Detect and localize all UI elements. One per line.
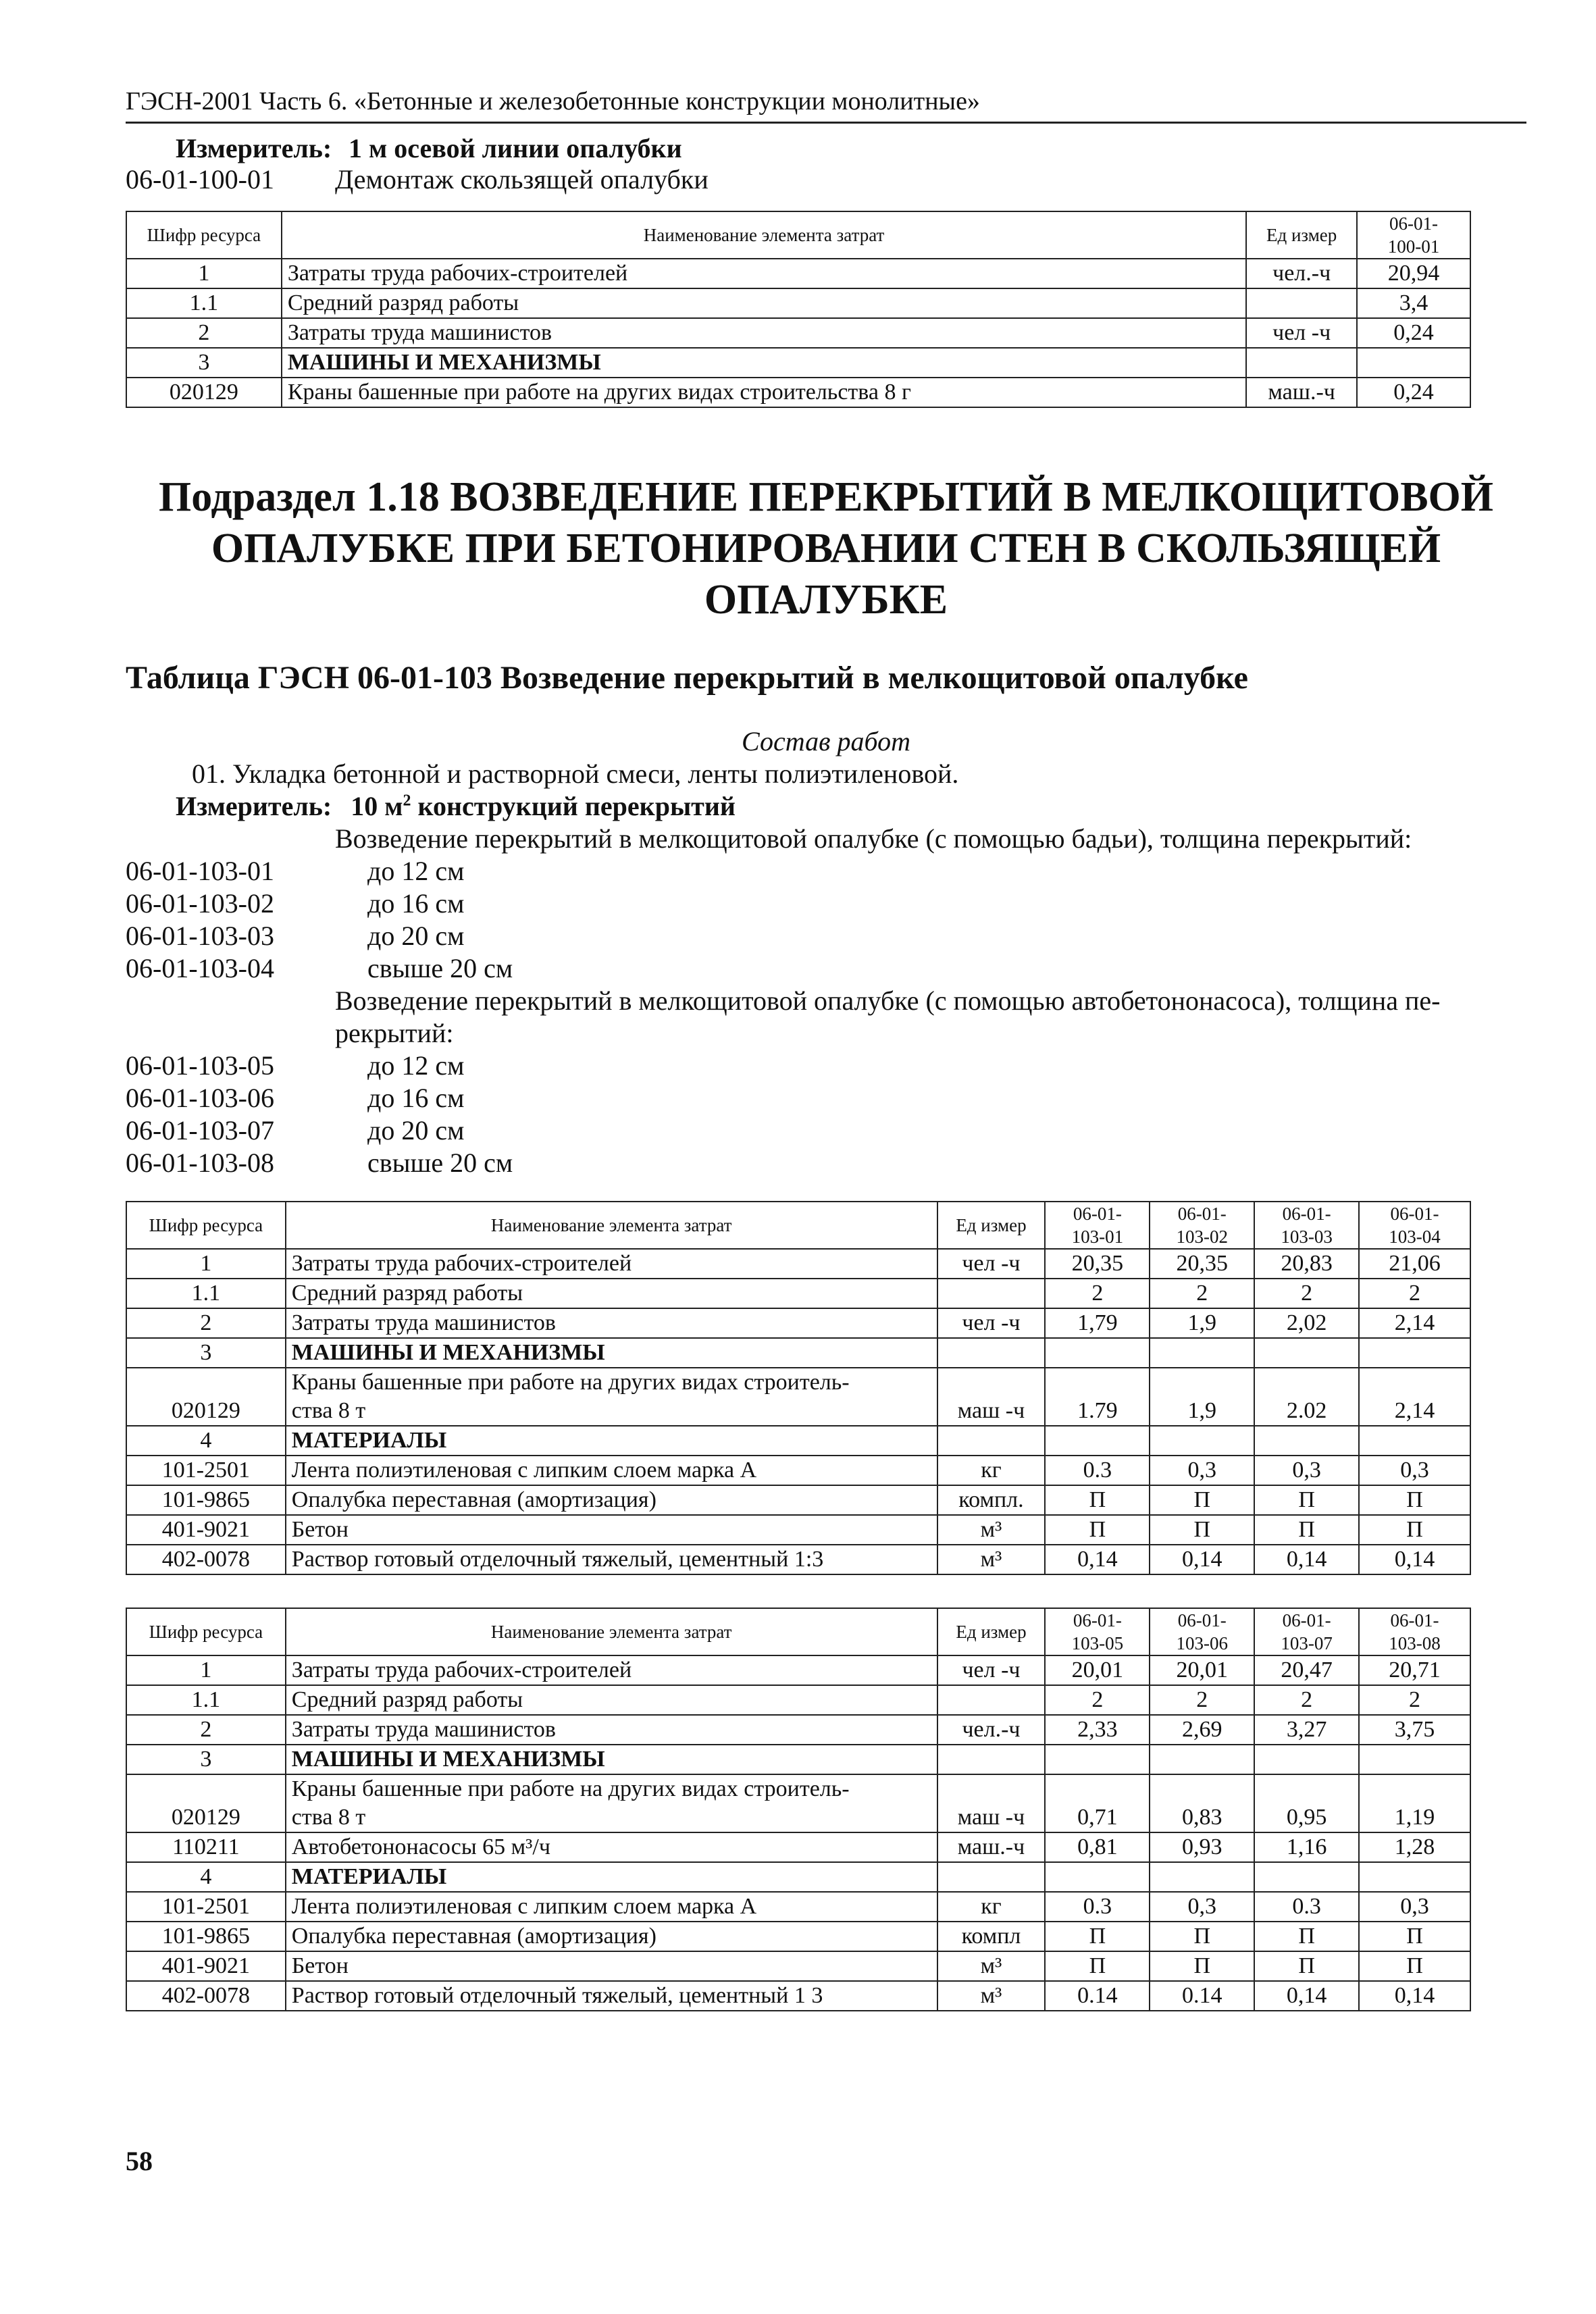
norm-value xyxy=(1045,1426,1150,1456)
resource-code: 1.1 xyxy=(126,288,282,318)
resource-unit: компл xyxy=(937,1922,1046,1951)
resource-name: МАШИНЫ И МЕХАНИЗМЫ xyxy=(282,348,1246,378)
work-variant-thickness: до 20 см xyxy=(367,1115,465,1146)
norm-value: 2.02 xyxy=(1254,1368,1359,1426)
norm-value xyxy=(1254,1426,1359,1456)
work-caption: Состав работ xyxy=(742,726,910,756)
norm-value: П xyxy=(1150,1515,1254,1545)
resource-code: 110211 xyxy=(126,1832,286,1862)
resource-name: Краны башенные при работе на других видах строитель- ства 8 т xyxy=(286,1368,937,1426)
table-row xyxy=(126,378,1470,407)
resource-code: 101-9865 xyxy=(126,1922,286,1951)
norm-value: 20,01 xyxy=(1045,1655,1150,1685)
resource-name: Бетон xyxy=(286,1515,937,1545)
norm-value: 0,3 xyxy=(1150,1892,1254,1922)
work-item: 01. Укладка бетонной и растворной смеси, ленты полиэтиленовой. xyxy=(192,759,959,789)
norm-value: 2 xyxy=(1150,1279,1254,1308)
column-header: 06-01- 103-04 xyxy=(1359,1202,1470,1249)
resource-name: Затраты труда рабочих-строителей xyxy=(286,1249,937,1279)
resource-unit: чел -ч xyxy=(937,1249,1046,1279)
resource-name: Бетон xyxy=(286,1951,937,1981)
work-variant-code: 06-01-103-08 xyxy=(126,1148,274,1178)
norm-value: 0.14 xyxy=(1150,1981,1254,2011)
resource-unit: чел -ч xyxy=(1246,318,1357,348)
norm-value: 2,69 xyxy=(1150,1715,1254,1745)
table-row xyxy=(126,1456,1470,1485)
resource-unit: маш -ч xyxy=(937,1368,1046,1426)
norm-value: 1.79 xyxy=(1045,1368,1150,1426)
norm-value: 0,24 xyxy=(1357,318,1470,348)
resource-unit: чел -ч xyxy=(937,1308,1046,1338)
column-header: 06-01- 103-01 xyxy=(1045,1202,1150,1249)
resource-name: Раствор готовый отделочный тяжелый, цементный 1 3 xyxy=(286,1981,937,2011)
norm-value xyxy=(1359,1338,1470,1368)
norm-value: П xyxy=(1254,1515,1359,1545)
norm-value: 2 xyxy=(1150,1685,1254,1715)
norm-value: П xyxy=(1045,1485,1150,1515)
norm-value: 2 xyxy=(1254,1279,1359,1308)
resource-code: 101-9865 xyxy=(126,1485,286,1515)
norm-value: 0,83 xyxy=(1150,1774,1254,1832)
resource-table-103-b xyxy=(126,1608,1471,2011)
table-row xyxy=(126,1922,1470,1951)
work-variant-thickness: до 16 см xyxy=(367,888,465,919)
column-header: 06-01- 103-06 xyxy=(1150,1608,1254,1655)
resource-table-100 xyxy=(126,211,1471,408)
norm-value: 2 xyxy=(1359,1279,1470,1308)
norm-value: 2,02 xyxy=(1254,1308,1359,1338)
norm-value: П xyxy=(1045,1951,1150,1981)
norm-value: П xyxy=(1150,1951,1254,1981)
norm-value: 20,47 xyxy=(1254,1655,1359,1685)
norm-value: 20,83 xyxy=(1254,1249,1359,1279)
norm-value: 1,28 xyxy=(1359,1832,1470,1862)
group2-title-a: Возведение перекрытий в мелкощитовой опалубке (с помощью автобетононасоса), толщина пе- xyxy=(335,985,1441,1016)
resource-code: 3 xyxy=(126,1745,286,1774)
norm-value xyxy=(1254,1745,1359,1774)
norm-value: 0,14 xyxy=(1254,1981,1359,2011)
group2-title-b: рекрытий: xyxy=(335,1018,454,1048)
work-variant-thickness: свыше 20 см xyxy=(367,953,513,983)
norm-value: 0,3 xyxy=(1359,1892,1470,1922)
table-row xyxy=(126,348,1470,378)
table-row xyxy=(126,1981,1470,2011)
norm-value: 0.3 xyxy=(1045,1456,1150,1485)
resource-code: 2 xyxy=(126,318,282,348)
resource-unit xyxy=(937,1745,1046,1774)
norm-value: 0,14 xyxy=(1359,1981,1470,2011)
column-header: Шифр ресурса xyxy=(126,1202,286,1249)
column-header: 06-01- 103-03 xyxy=(1254,1202,1359,1249)
measure-value: 10 $м^2$ конструкций перекрытий xyxy=(351,791,736,821)
norm-value: 2 xyxy=(1254,1685,1359,1715)
norm-value: П xyxy=(1150,1485,1254,1515)
norm-value: 2,14 xyxy=(1359,1308,1470,1338)
work-variant-thickness: до 16 см xyxy=(367,1083,465,1113)
norm-value xyxy=(1150,1338,1254,1368)
norm-value: П xyxy=(1254,1922,1359,1951)
norm-value: 0.3 xyxy=(1254,1892,1359,1922)
column-header: Наименование элемента затрат xyxy=(282,211,1246,259)
table-row xyxy=(126,1485,1470,1515)
resource-name: Опалубка переставная (амортизация) xyxy=(286,1485,937,1515)
work-variant-code: 06-01-103-01 xyxy=(126,856,274,886)
work-variant-thickness: до 12 см xyxy=(367,1050,465,1081)
resource-unit xyxy=(937,1279,1046,1308)
work-variant-code: 06-01-103-05 xyxy=(126,1050,274,1081)
table-row xyxy=(126,1951,1470,1981)
norm-value xyxy=(1045,1338,1150,1368)
table-row xyxy=(126,1338,1470,1368)
norm-value: 0,14 xyxy=(1254,1545,1359,1574)
resource-name: МАШИНЫ И МЕХАНИЗМЫ xyxy=(286,1745,937,1774)
resource-unit: чел.-ч xyxy=(937,1715,1046,1745)
table-header-row xyxy=(126,211,1470,259)
column-header: 06-01- 103-07 xyxy=(1254,1608,1359,1655)
resource-code: 020129 xyxy=(126,1774,286,1832)
norm-value: 20,94 xyxy=(1357,259,1470,288)
resource-name: Раствор готовый отделочный тяжелый, цементный 1:3 xyxy=(286,1545,937,1574)
norm-value: 0,93 xyxy=(1150,1832,1254,1862)
norm-value: 3,27 xyxy=(1254,1715,1359,1745)
resource-unit xyxy=(937,1338,1046,1368)
group1-title: Возведение перекрытий в мелкощитовой опалубке (с помощью бадьи), толщина перекрытий: xyxy=(335,823,1412,854)
norm-value: 0.3 xyxy=(1045,1892,1150,1922)
norm-value: 3,75 xyxy=(1359,1715,1470,1745)
resource-code: 1.1 xyxy=(126,1279,286,1308)
table-row xyxy=(126,1685,1470,1715)
norm-value: П xyxy=(1045,1922,1150,1951)
norm-value: П xyxy=(1254,1485,1359,1515)
table-row xyxy=(126,1279,1470,1308)
table-header-row xyxy=(126,1608,1470,1655)
resource-code: 1 xyxy=(126,259,282,288)
resource-name: Средний разряд работы xyxy=(282,288,1246,318)
resource-name: Затраты труда рабочих-строителей xyxy=(286,1655,937,1685)
work-variant-thickness: до 12 см xyxy=(367,856,465,886)
resource-name: Затраты труда машинистов xyxy=(286,1308,937,1338)
resource-code: 2 xyxy=(126,1308,286,1338)
norm-value: 1,19 xyxy=(1359,1774,1470,1832)
table-row xyxy=(126,1655,1470,1685)
resource-unit xyxy=(937,1426,1046,1456)
resource-unit: маш -ч xyxy=(937,1774,1046,1832)
norm-value xyxy=(1357,348,1470,378)
resource-name: МАТЕРИАЛЫ xyxy=(286,1426,937,1456)
table-header-row xyxy=(126,1202,1470,1249)
column-header: 06-01- 103-08 xyxy=(1359,1608,1470,1655)
norm-value: 20,01 xyxy=(1150,1655,1254,1685)
table-row xyxy=(126,1774,1470,1832)
norm-value: 0,14 xyxy=(1045,1545,1150,1574)
work-variant-code: 06-01-103-03 xyxy=(126,921,274,951)
resource-code: 402-0078 xyxy=(126,1545,286,1574)
resource-unit xyxy=(937,1862,1046,1892)
measure-label: Измеритель: xyxy=(176,791,332,821)
resource-unit: м³ xyxy=(937,1951,1046,1981)
norm-value: 1,16 xyxy=(1254,1832,1359,1862)
resource-name: Опалубка переставная (амортизация) xyxy=(286,1922,937,1951)
work-variant-code: 06-01-103-04 xyxy=(126,953,274,983)
table-row xyxy=(126,1308,1470,1338)
resource-unit xyxy=(1246,348,1357,378)
column-header: 06-01- 100-01 xyxy=(1357,211,1470,259)
norm-value: 0,71 xyxy=(1045,1774,1150,1832)
resource-code: 020129 xyxy=(126,378,282,407)
resource-unit xyxy=(1246,288,1357,318)
work-variant-code: 06-01-103-02 xyxy=(126,888,274,919)
norm-value xyxy=(1254,1338,1359,1368)
norm-value: 0,3 xyxy=(1150,1456,1254,1485)
norm-value xyxy=(1150,1745,1254,1774)
table-title: Таблица ГЭСН 06-01-103 Возведение перекрытий в мелкощитовой опалубке xyxy=(126,660,1248,696)
norm-value: 2 xyxy=(1359,1685,1470,1715)
column-header: Наименование элемента затрат xyxy=(286,1202,937,1249)
norm-value: 2,14 xyxy=(1359,1368,1470,1426)
subsection-heading-line2: ОПАЛУБКЕ ПРИ БЕТОНИРОВАНИИ СТЕН В СКОЛЬЗЯЩЕЙ xyxy=(211,525,1441,571)
norm-value: 1,9 xyxy=(1150,1368,1254,1426)
table-row xyxy=(126,1368,1470,1426)
resource-unit xyxy=(937,1685,1046,1715)
norm-value: П xyxy=(1359,1922,1470,1951)
norm-value xyxy=(1045,1745,1150,1774)
norm-value: 0,3 xyxy=(1254,1456,1359,1485)
column-header: Ед измер xyxy=(1246,211,1357,259)
norm-value: 0,14 xyxy=(1359,1545,1470,1574)
resource-code: 1.1 xyxy=(126,1685,286,1715)
norm-value xyxy=(1359,1745,1470,1774)
resource-code: 3 xyxy=(126,348,282,378)
resource-name: МАШИНЫ И МЕХАНИЗМЫ xyxy=(286,1338,937,1368)
table-row xyxy=(126,1715,1470,1745)
resource-code: 3 xyxy=(126,1338,286,1368)
resource-name: Затраты труда машинистов xyxy=(282,318,1246,348)
column-header: Ед измер xyxy=(937,1202,1046,1249)
resource-unit: м³ xyxy=(937,1545,1046,1574)
norm-value: П xyxy=(1150,1922,1254,1951)
norm-value: П xyxy=(1359,1485,1470,1515)
resource-unit: м³ xyxy=(937,1515,1046,1545)
norm-value: 1,79 xyxy=(1045,1308,1150,1338)
resource-code: 101-2501 xyxy=(126,1456,286,1485)
norm-value: 0,81 xyxy=(1045,1832,1150,1862)
norm-value: П xyxy=(1254,1951,1359,1981)
resource-unit: маш.-ч xyxy=(1246,378,1357,407)
resource-name: Краны башенные при работе на других видах строительства 8 г xyxy=(282,378,1246,407)
norm-value xyxy=(1150,1862,1254,1892)
resource-code: 4 xyxy=(126,1862,286,1892)
resource-unit: чел -ч xyxy=(937,1655,1046,1685)
resource-table-103-a xyxy=(126,1201,1471,1575)
resource-name: Средний разряд работы xyxy=(286,1279,937,1308)
column-header: Ед измер xyxy=(937,1608,1046,1655)
measure-line xyxy=(176,790,736,822)
table-row xyxy=(126,1545,1470,1574)
work-code: 06-01-100-01 xyxy=(126,164,274,195)
resource-code: 1 xyxy=(126,1655,286,1685)
resource-unit: маш.-ч xyxy=(937,1832,1046,1862)
resource-code: 401-9021 xyxy=(126,1951,286,1981)
work-variant-thickness: свыше 20 см xyxy=(367,1148,513,1178)
resource-code: 401-9021 xyxy=(126,1515,286,1545)
table-row xyxy=(126,1426,1470,1456)
table-row xyxy=(126,1862,1470,1892)
norm-value: 0,95 xyxy=(1254,1774,1359,1832)
meter-label: Измеритель: xyxy=(176,133,332,163)
column-header: Наименование элемента затрат xyxy=(286,1608,937,1655)
resource-code: 2 xyxy=(126,1715,286,1745)
norm-value: П xyxy=(1045,1515,1150,1545)
resource-name: Лента полиэтиленовая с липким слоем марка А xyxy=(286,1456,937,1485)
norm-value: П xyxy=(1359,1515,1470,1545)
norm-value: 2,33 xyxy=(1045,1715,1150,1745)
table-row xyxy=(126,1745,1470,1774)
norm-value xyxy=(1150,1426,1254,1456)
resource-code: 4 xyxy=(126,1426,286,1456)
page-number: 58 xyxy=(126,2146,153,2176)
norm-value: П xyxy=(1359,1951,1470,1981)
resource-name: Лента полиэтиленовая с липким слоем марка А xyxy=(286,1892,937,1922)
column-header: 06-01- 103-05 xyxy=(1045,1608,1150,1655)
resource-name: МАТЕРИАЛЫ xyxy=(286,1862,937,1892)
column-header: 06-01- 103-02 xyxy=(1150,1202,1254,1249)
norm-value: 1,9 xyxy=(1150,1308,1254,1338)
work-variant-code: 06-01-103-06 xyxy=(126,1083,274,1113)
resource-unit: м³ xyxy=(937,1981,1046,2011)
norm-value: 20,35 xyxy=(1045,1249,1150,1279)
subsection-heading-line3: ОПАЛУБКЕ xyxy=(704,577,948,623)
norm-value xyxy=(1359,1426,1470,1456)
resource-unit: кг xyxy=(937,1892,1046,1922)
resource-code: 101-2501 xyxy=(126,1892,286,1922)
resource-name: Затраты труда машинистов xyxy=(286,1715,937,1745)
column-header: Шифр ресурса xyxy=(126,211,282,259)
norm-value: 0,3 xyxy=(1359,1456,1470,1485)
resource-code: 1 xyxy=(126,1249,286,1279)
table-row xyxy=(126,1832,1470,1862)
resource-name: Краны башенные при работе на других видах строитель- ства 8 т xyxy=(286,1774,937,1832)
column-header: Шифр ресурса xyxy=(126,1608,286,1655)
norm-value: 0.14 xyxy=(1045,1981,1150,2011)
norm-value: 20,35 xyxy=(1150,1249,1254,1279)
work-title: Демонтаж скользящей опалубки xyxy=(335,164,709,195)
table-row xyxy=(126,1515,1470,1545)
table-row xyxy=(126,288,1470,318)
norm-value xyxy=(1359,1862,1470,1892)
resource-name: Средний разряд работы xyxy=(286,1685,937,1715)
table-row xyxy=(126,259,1470,288)
norm-value: 2 xyxy=(1045,1685,1150,1715)
table-row xyxy=(126,318,1470,348)
work-variant-thickness: до 20 см xyxy=(367,921,465,951)
subsection-heading-line1: Подраздел 1.18 ВОЗВЕДЕНИЕ ПЕРЕКРЫТИЙ В МЕЛКОЩИТОВОЙ xyxy=(158,474,1493,520)
norm-value: 0,24 xyxy=(1357,378,1470,407)
resource-unit: чел.-ч xyxy=(1246,259,1357,288)
work-variant-code: 06-01-103-07 xyxy=(126,1115,274,1146)
norm-value: 21,06 xyxy=(1359,1249,1470,1279)
running-header: ГЭСН-2001 Часть 6. «Бетонные и железобетонные конструкции монолитные» xyxy=(126,86,1526,124)
norm-value xyxy=(1045,1862,1150,1892)
norm-value: 2 xyxy=(1045,1279,1150,1308)
resource-unit: компл. xyxy=(937,1485,1046,1515)
table-row xyxy=(126,1892,1470,1922)
norm-value: 20,71 xyxy=(1359,1655,1470,1685)
meter-value: 1 м осевой линии опалубки xyxy=(349,133,682,163)
resource-unit: кг xyxy=(937,1456,1046,1485)
table-row xyxy=(126,1249,1470,1279)
resource-name: Затраты труда рабочих-строителей xyxy=(282,259,1246,288)
norm-value xyxy=(1254,1862,1359,1892)
resource-code: 020129 xyxy=(126,1368,286,1426)
resource-name: Автобетононасосы 65 м³/ч xyxy=(286,1832,937,1862)
resource-code: 402-0078 xyxy=(126,1981,286,2011)
norm-value: 0,14 xyxy=(1150,1545,1254,1574)
norm-value: 3,4 xyxy=(1357,288,1470,318)
